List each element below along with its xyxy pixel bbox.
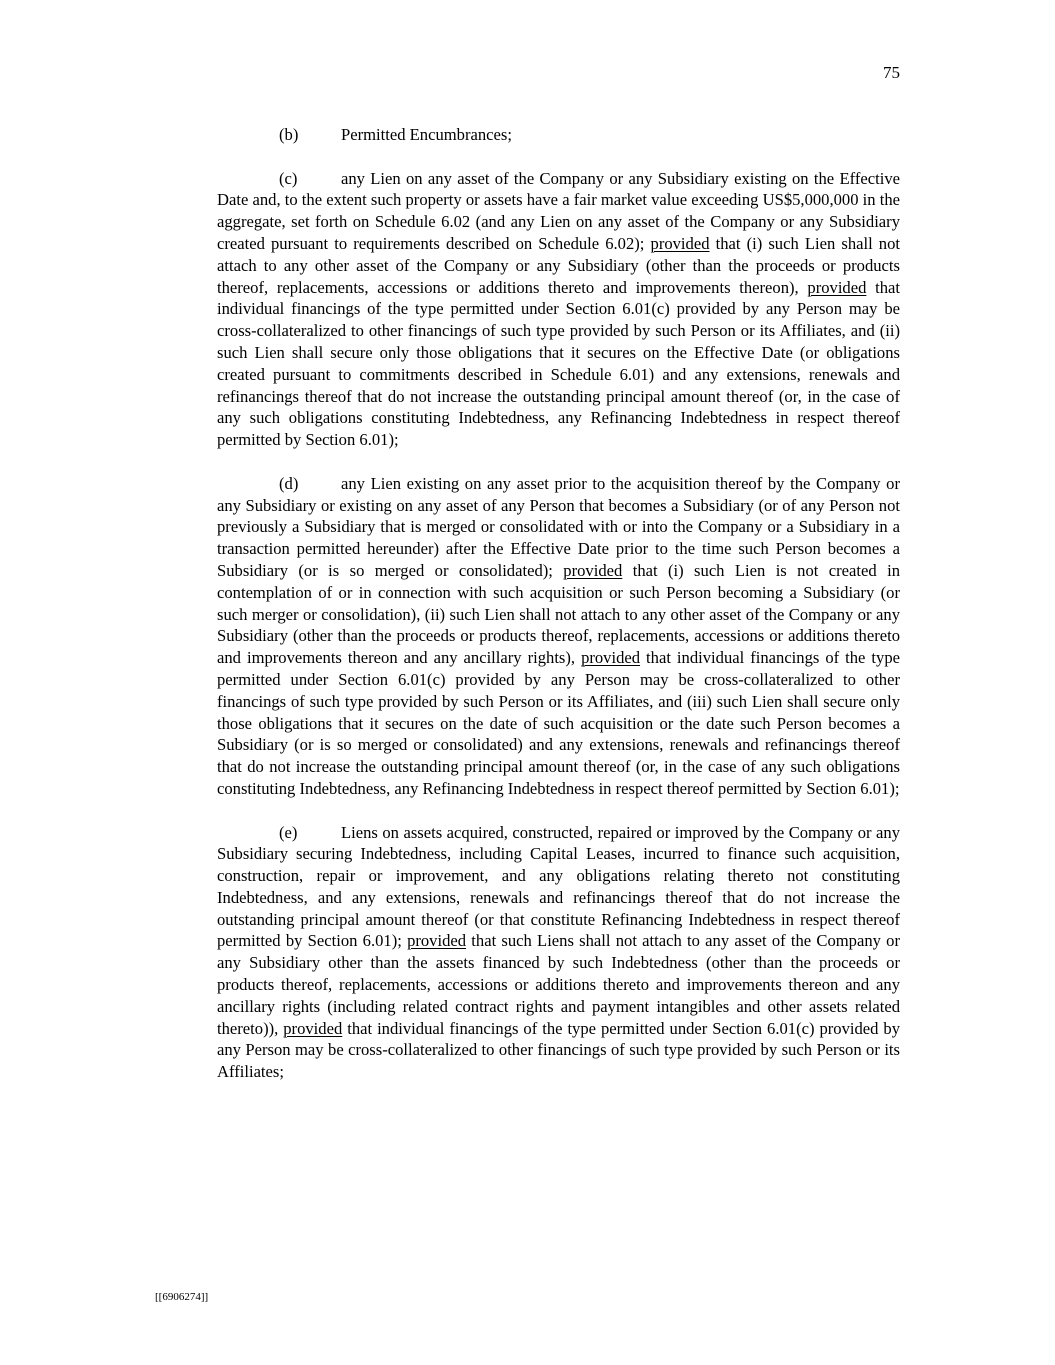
page-number: 75 [883, 63, 900, 82]
clause-c-provided-1: provided [650, 233, 710, 253]
clause-d [217, 473, 900, 800]
clause-c [217, 168, 900, 451]
document-body [217, 124, 900, 1105]
clause-c-text-2: that (i) such Lien shall not attach to any other asset of the Company or any Subsidiary (other than the proceeds or products thereof, replacements, accessions or additions thereto and improvements thereon), [217, 233, 900, 297]
document-id: [[6906274]] [155, 1291, 209, 1303]
clause-e-label: (e) [279, 822, 298, 842]
clause-d-provided-2: provided [581, 648, 641, 668]
clause-b [217, 124, 900, 146]
clause-c-text-1: any Lien on any asset of the Company or any Subsidiary existing on the Effective Date and, to the extent such property or assets have a fair market value exceeding US$5,000,000 in the aggregate, set forth on Schedule 6.02 (and any Lien on any asset of the Company or any Subsidiary created pursuant to requirements described on Schedule 6.02); [217, 168, 900, 253]
clause-e-text-1: Liens on assets acquired, constructed, repaired or improved by the Company or any Subsidiary securing Indebtedness, including Capital Leases, incurred to finance such acquisition, construction, repair or improvement, and any obligations relating thereto not constituting Indebtedness, and any extensions, renewals and refinancings thereof that do not increase the outstanding principal amount thereof (or that constitute Refinancing Indebtedness in respect thereof permitted by Section 6.01); [217, 822, 900, 951]
clause-c-provided-2: provided [807, 277, 867, 297]
clause-d-text-2: that (i) such Lien is not created in contemplation of or in connection with such acquisition or such Person becoming a Subsidiary (or such merger or consolidation), (ii) such Lien shall not attach to any other asset of the Company or any Subsidiary (other than the proceeds or products thereof, replacements, accessions or additions thereto and improvements thereon and any ancillary rights), [217, 560, 900, 668]
clause-e [217, 822, 900, 1084]
clause-e-text-3: that individual financings of the type permitted under Section 6.01(c) provided by any Person may be cross-collateralized to other financings of such type provided by such Person or its Affiliates; [217, 1018, 901, 1082]
clause-d-text-1: any Lien existing on any asset prior to the acquisition thereof by the Company or any Subsidiary or existing on any asset of any Person that becomes a Subsidiary (or of any Person not previously a Subsidiary that is merged or consolidated with or into the Company or a Subsidiary in a transaction permitted hereunder) after the Effective Date prior to the time such Person becomes a Subsidiary (or is so merged or consolidated); [217, 473, 900, 580]
clause-b-text: Permitted Encumbrances; [341, 125, 512, 144]
clause-e-provided-2: provided [283, 1018, 343, 1038]
clause-b-label: (b) [279, 125, 299, 144]
clause-e-text-2: that such Liens shall not attach to any asset of the Company or any Subsidiary other than the assets financed by such Indebtedness (other than the proceeds or products thereof, replacements, accessions or additions thereto and improvements thereon and any ancillary rights (including related contract rights and payment intangibles and other assets related thereto)), [217, 931, 900, 1038]
clause-e-provided-1: provided [407, 931, 467, 951]
clause-d-provided-1: provided [563, 560, 623, 580]
clause-c-text-3: that individual financings of the type permitted under Section 6.01(c) provided by any Person may be cross-collateralized to other financings of such type provided by such Person or its Affiliates, and (ii) such Lien shall secure only those obligations that it secures on the Effective Date (or obligations created pursuant to commitments described in Schedule 6.01) and any extensions, renewals and refinancings thereof that do not increase the outstanding principal amount thereof (or, in the case of any such obligations constituting Indebtedness, any Refinancing Indebtedness in respect thereof permitted by Section 6.01); [217, 277, 901, 450]
clause-c-label: (c) [279, 168, 298, 188]
clause-d-text-3: that individual financings of the type permitted under Section 6.01(c) provided by any Person may be cross-collateralized to other financings of such type provided by such Person or its Affiliates, and (iii) such Lien shall secure only those obligations that it secures on the date of such acquisition or the date such Person becomes a Subsidiary (or is so merged or consolidated) and any extensions, renewals and refinancings thereof that do not increase the outstanding principal amount thereof (or, in the case of any such obligations constituting Indebtedness, any Refinancing Indebtedness in respect thereof permitted by Section 6.01); [217, 648, 900, 798]
clause-d-label: (d) [279, 473, 299, 493]
